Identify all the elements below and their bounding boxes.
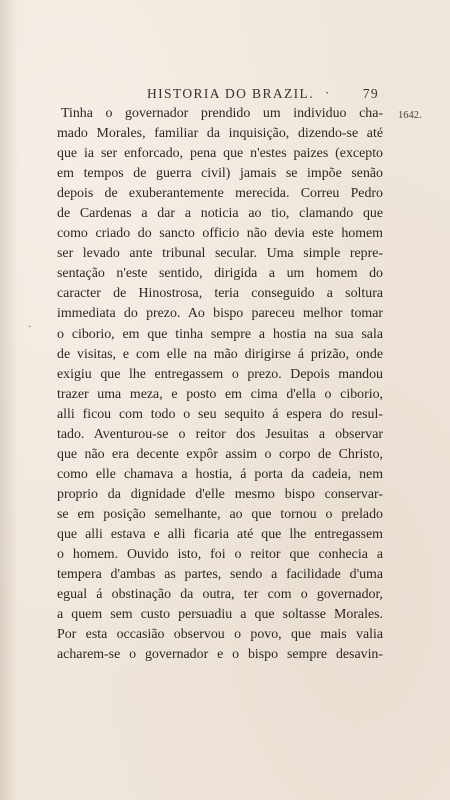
text-line: Por esta occasião observou o povo, que mais valia bbox=[57, 627, 383, 643]
text-line: como elle chamava a hostia, á porta da cadeia, nem bbox=[57, 466, 383, 482]
text-line: egual á obstinação da outra, ter com o governador, bbox=[57, 587, 383, 603]
margin-year-note: 1642. bbox=[398, 110, 422, 121]
text-line: em tempos de guerra civil) jamais se impõe senão bbox=[57, 166, 383, 182]
text-line: alli ficou com todo o seu sequito á espera do resul- bbox=[57, 406, 383, 422]
text-line: acharem-se o governador e o bispo sempre desavin- bbox=[57, 647, 383, 663]
text-line: a quem sem custo persuadiu a que soltasse Morales. bbox=[57, 607, 383, 623]
text-line: o homem. Ouvido isto, foi o reitor que conhecia a bbox=[57, 547, 383, 563]
text-line: que alli estava e alli ficaria até que lhe entregassem bbox=[57, 526, 383, 542]
text-line: depois de exuberantemente merecida. Correu Pedro bbox=[57, 186, 383, 202]
text-line: immediata do prezo. Ao bispo pareceu melhor tomar bbox=[57, 306, 383, 322]
page-gutter-shadow bbox=[0, 0, 18, 800]
text-line: proprio da dignidade d'elle mesmo bispo conservar- bbox=[57, 486, 383, 502]
text-line: ser levado ante tribunal secular. Uma simple repre- bbox=[57, 246, 383, 262]
text-line: de Cardenas a dar a noticia ao tio, clamando que bbox=[57, 206, 383, 222]
text-line: o ciborio, em que tinha sempre a hostia na sua sala bbox=[57, 326, 383, 342]
text-line: se em posição semelhante, ao que tornou o prelado bbox=[57, 506, 383, 522]
running-head bbox=[147, 86, 379, 104]
text-line: caracter de Hinostrosa, teria conseguido a soltura bbox=[57, 286, 383, 302]
text-line: que não era decente expôr assim o corpo de Christo, bbox=[57, 446, 383, 462]
header-separator: · bbox=[325, 85, 331, 100]
text-line: trazer uma meza, e posto em cima d'ella o ciborio, bbox=[57, 386, 383, 402]
text-line: de visitas, e com elle na mão dirigirse á prizão, onde bbox=[57, 346, 383, 362]
page-number: 79 bbox=[362, 86, 379, 101]
text-line: exigiu que lhe entregassem o prezo. Depois mandou bbox=[57, 366, 383, 382]
text-line: Tinha o governador prendido um individuo cha- bbox=[61, 106, 383, 121]
text-line: que ia ser enforcado, pena que n'estes paizes (excepto bbox=[57, 146, 383, 162]
text-line: tado. Aventurou-se o reitor dos Jesuitas a observar bbox=[57, 426, 383, 442]
text-line: tempera d'ambas as partes, sendo a facilidade d'uma bbox=[57, 567, 383, 583]
speck-mark: · bbox=[28, 322, 32, 333]
text-line: sentação n'este sentido, dirigida a um homem do bbox=[57, 266, 383, 282]
body-text bbox=[57, 104, 383, 665]
text-line: como criado do sancto officio não devia este homem bbox=[57, 226, 383, 242]
running-title: HISTORIA DO BRAZIL. bbox=[147, 86, 314, 101]
text-line: mado Morales, familiar da inquisição, dizendo-se até bbox=[57, 126, 383, 142]
